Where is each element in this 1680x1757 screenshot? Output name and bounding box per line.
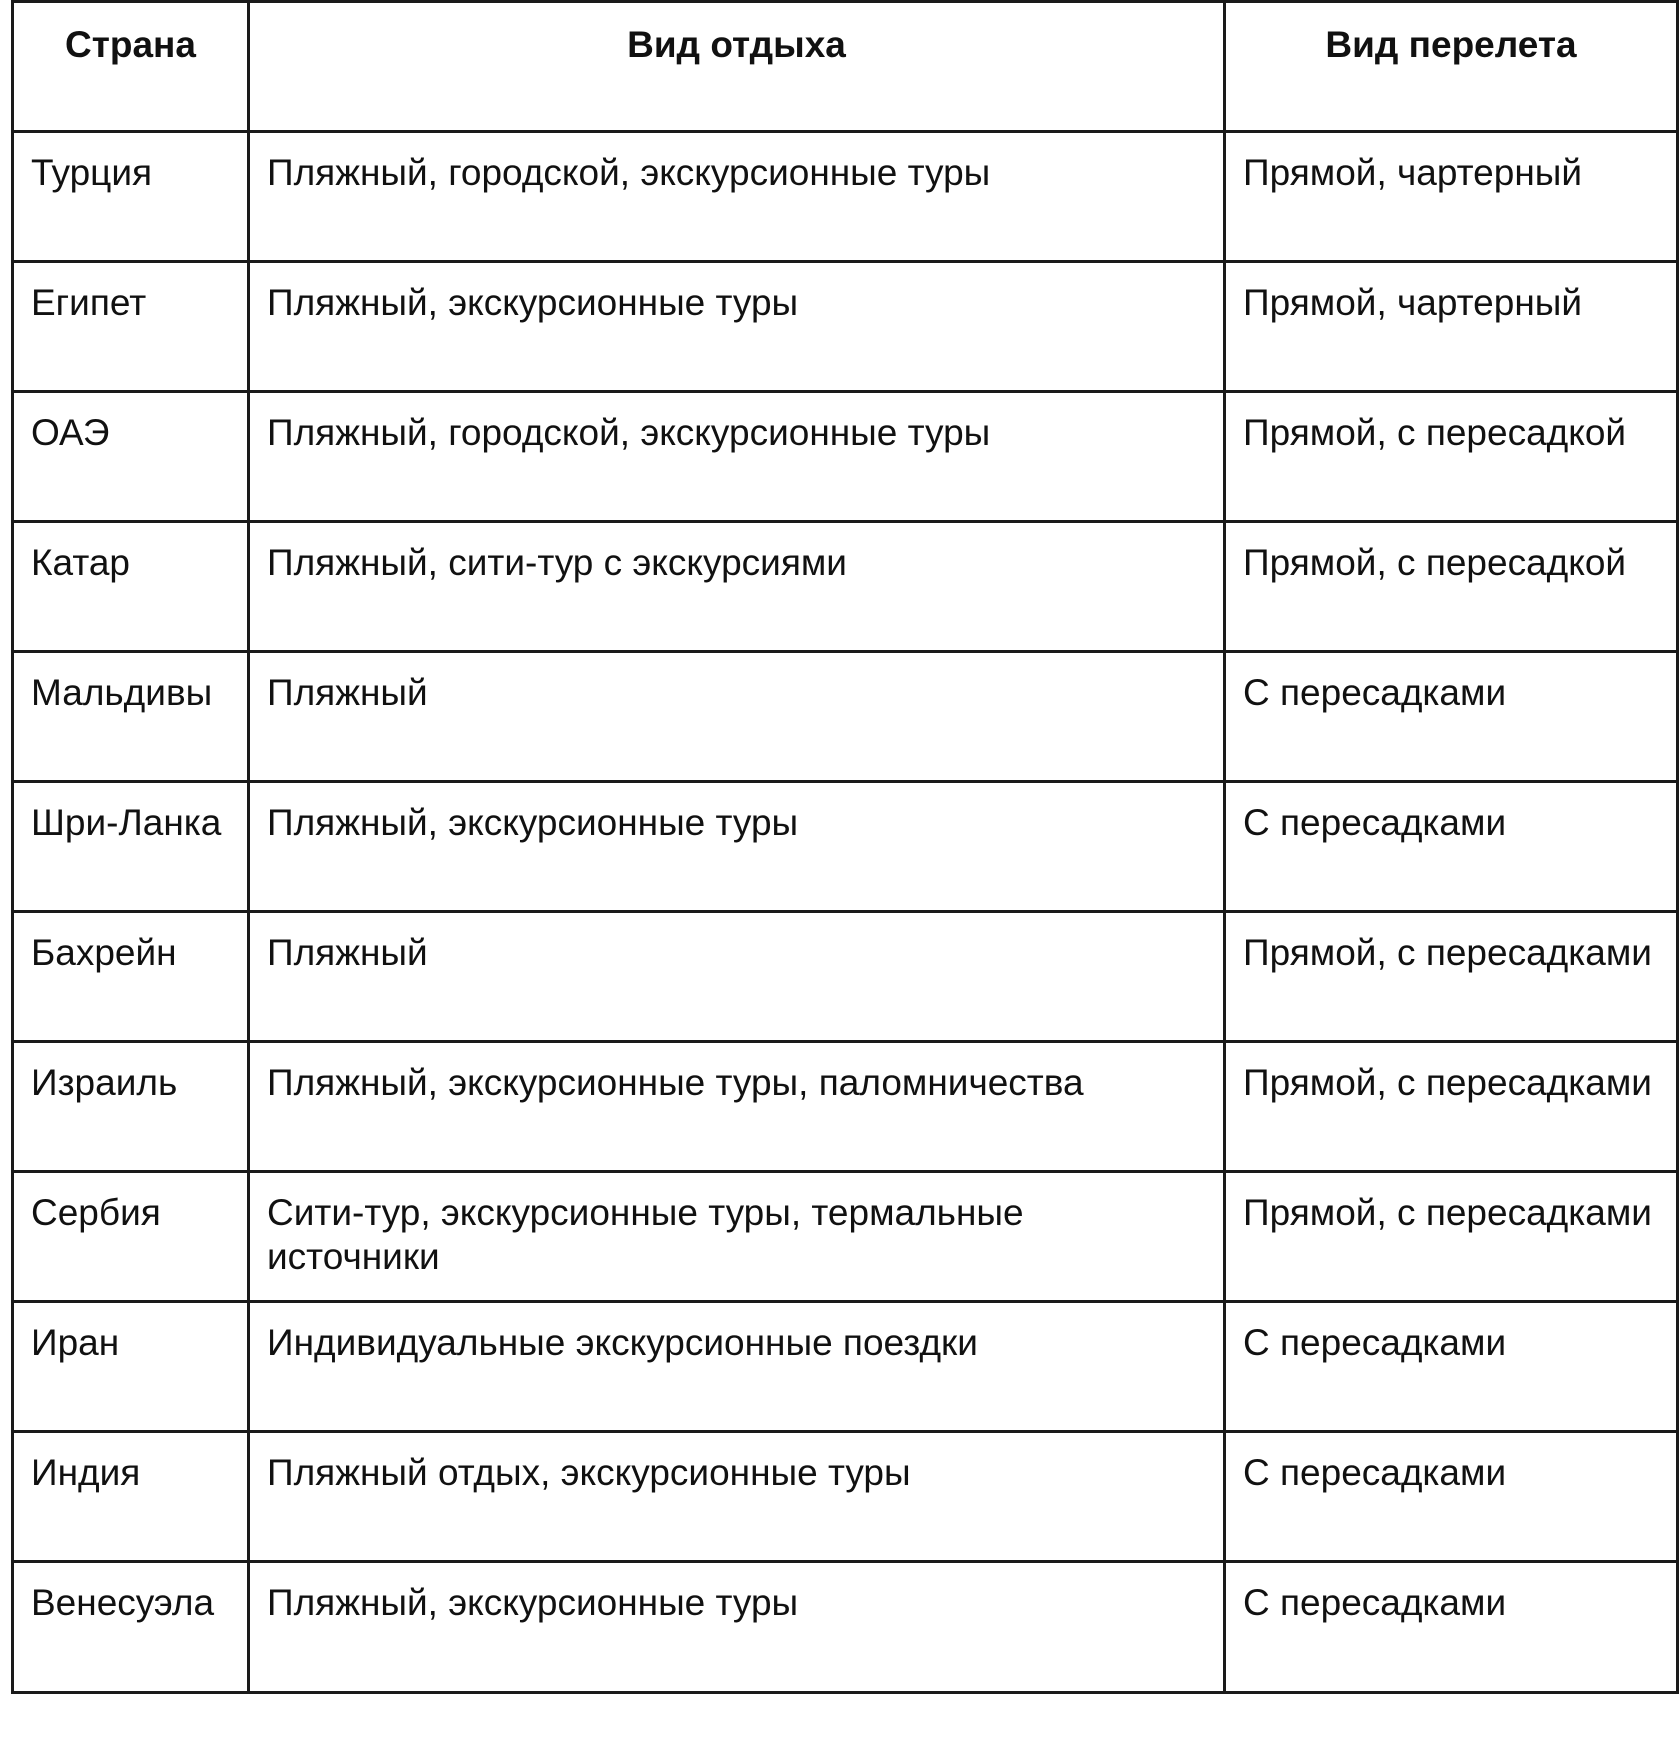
country-cell: Сербия <box>13 1172 249 1302</box>
flight-type-cell: Прямой, с пересадками <box>1225 912 1678 1042</box>
vacation-type-cell: Пляжный, городской, экскурсионные туры <box>249 392 1225 522</box>
header-country: Страна <box>13 2 249 132</box>
flight-type-cell: С пересадками <box>1225 1562 1678 1693</box>
flight-type-cell: Прямой, с пересадками <box>1225 1042 1678 1172</box>
vacation-type-cell: Пляжный, экскурсионные туры <box>249 782 1225 912</box>
vacation-type-cell: Сити-тур, экскурсионные туры, термальные источники <box>249 1172 1225 1302</box>
vacation-type-cell: Пляжный, экскурсионные туры <box>249 262 1225 392</box>
table-row <box>13 652 1678 782</box>
flight-type-cell: С пересадками <box>1225 1302 1678 1432</box>
vacation-type-cell: Пляжный <box>249 912 1225 1042</box>
flight-type-cell: Прямой, с пересадками <box>1225 1172 1678 1302</box>
country-cell: Египет <box>13 262 249 392</box>
flight-type-cell: Прямой, с пересадкой <box>1225 522 1678 652</box>
header-vacation-type: Вид отдыха <box>249 2 1225 132</box>
table-row <box>13 1562 1678 1693</box>
table-row <box>13 392 1678 522</box>
flight-type-cell: С пересадками <box>1225 1432 1678 1562</box>
vacation-type-cell: Пляжный, городской, экскурсионные туры <box>249 132 1225 262</box>
country-cell: Бахрейн <box>13 912 249 1042</box>
table-body <box>13 132 1678 1693</box>
vacation-type-cell: Пляжный отдых, экскурсионные туры <box>249 1432 1225 1562</box>
table-row <box>13 262 1678 392</box>
country-cell: Шри-Ланка <box>13 782 249 912</box>
vacation-type-cell: Индивидуальные экскурсионные поездки <box>249 1302 1225 1432</box>
country-cell: Иран <box>13 1302 249 1432</box>
table-row <box>13 1172 1678 1302</box>
flight-type-cell: Прямой, чартерный <box>1225 132 1678 262</box>
country-cell: Мальдивы <box>13 652 249 782</box>
flight-type-cell: С пересадками <box>1225 652 1678 782</box>
table-row <box>13 1042 1678 1172</box>
vacation-type-cell: Пляжный, сити-тур с экскурсиями <box>249 522 1225 652</box>
table-row <box>13 1432 1678 1562</box>
flight-type-cell: Прямой, чартерный <box>1225 262 1678 392</box>
table-row <box>13 912 1678 1042</box>
country-cell: Турция <box>13 132 249 262</box>
country-cell: Индия <box>13 1432 249 1562</box>
vacation-type-cell: Пляжный, экскурсионные туры, паломничества <box>249 1042 1225 1172</box>
header-row <box>13 2 1678 132</box>
table-row <box>13 782 1678 912</box>
vacation-type-cell: Пляжный, экскурсионные туры <box>249 1562 1225 1693</box>
table-row <box>13 522 1678 652</box>
header-flight-type: Вид перелета <box>1225 2 1678 132</box>
table-row <box>13 1302 1678 1432</box>
country-cell: ОАЭ <box>13 392 249 522</box>
table-row <box>13 132 1678 262</box>
country-cell: Израиль <box>13 1042 249 1172</box>
flight-type-cell: Прямой, с пересадкой <box>1225 392 1678 522</box>
countries-table <box>11 0 1679 1694</box>
table-header <box>13 2 1678 132</box>
flight-type-cell: С пересадками <box>1225 782 1678 912</box>
country-cell: Катар <box>13 522 249 652</box>
country-cell: Венесуэла <box>13 1562 249 1693</box>
vacation-type-cell: Пляжный <box>249 652 1225 782</box>
